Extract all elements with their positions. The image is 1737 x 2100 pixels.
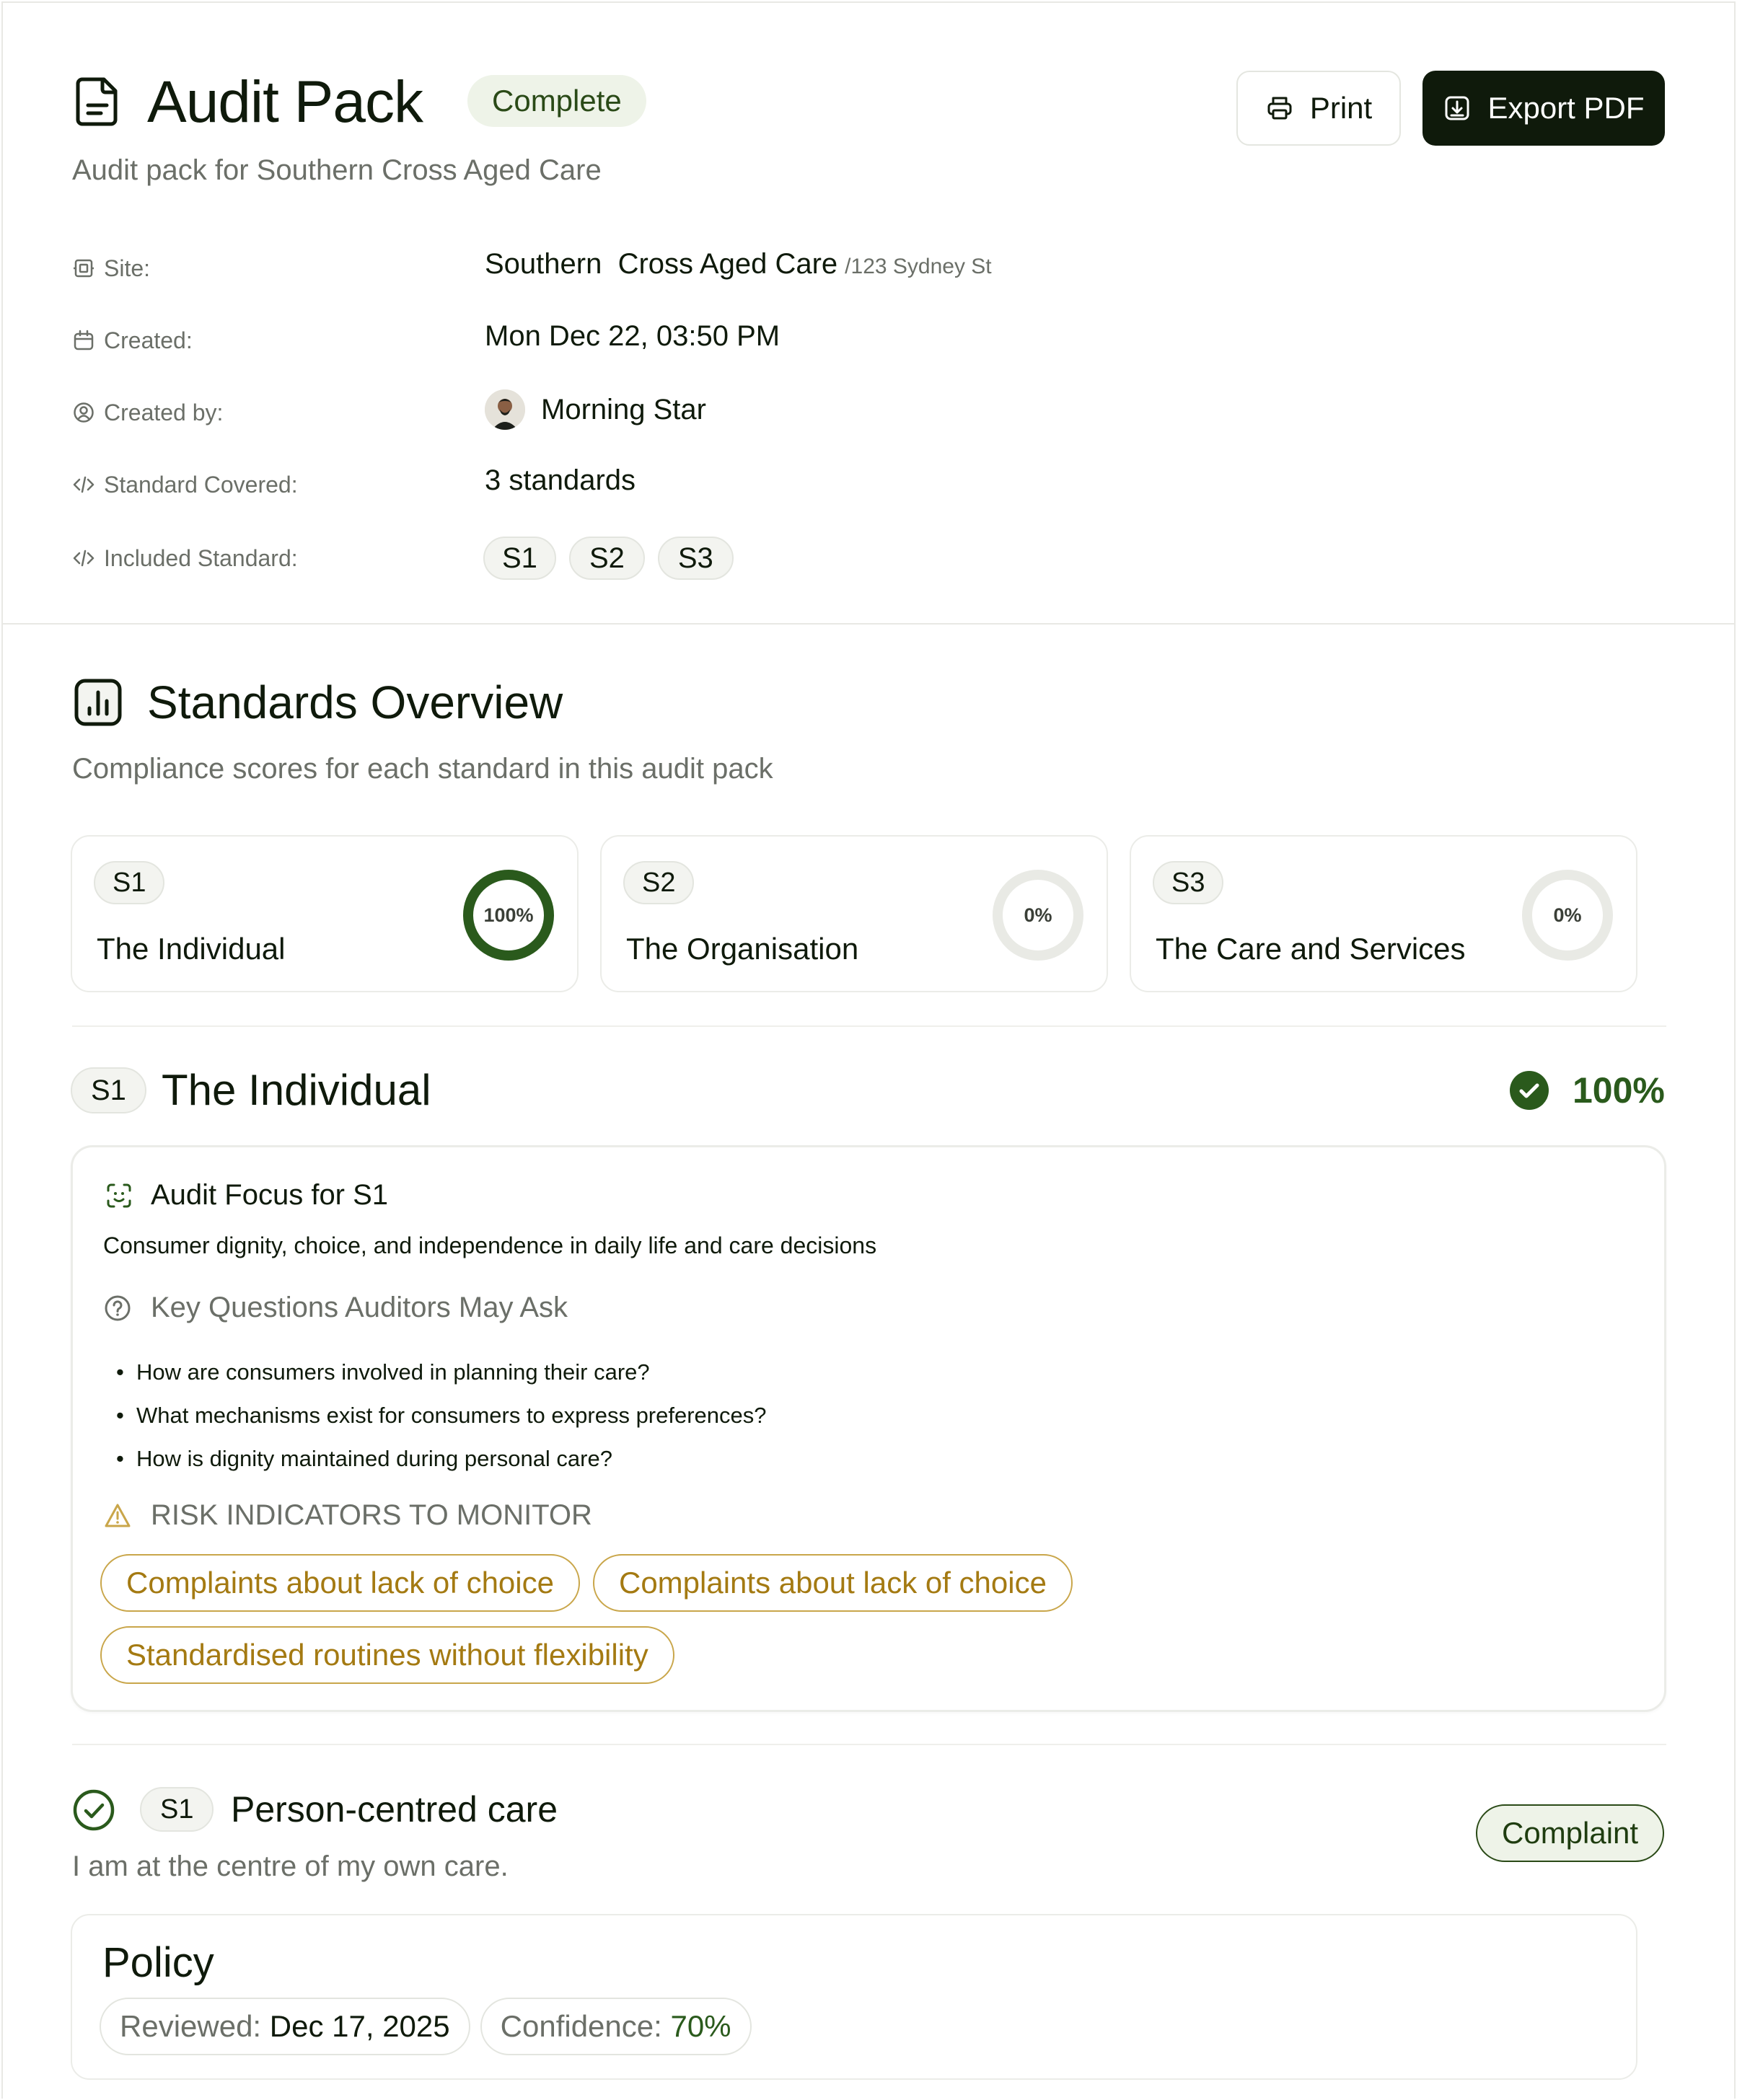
created-value: Mon Dec 22, 03:50 PM (485, 320, 780, 352)
standard-code-chip: S1 (71, 1067, 146, 1113)
included-standard-label-text: Included Standard: (104, 544, 298, 571)
risk-indicators-heading (103, 1499, 592, 1532)
section-divider (72, 1025, 1666, 1027)
audit-focus-heading (105, 1179, 388, 1212)
risk-pill: Standardised routines without flexibility (100, 1626, 674, 1684)
standard-covered-label (72, 469, 298, 500)
created-label-text: Created: (104, 327, 193, 353)
policy-tags (100, 1998, 752, 2055)
warning-triangle-icon (103, 1501, 132, 1530)
list-item: • What mechanisms exist for consumers to express preferences? (116, 1394, 767, 1437)
score-label: 0% (1553, 904, 1582, 926)
created-label (72, 325, 193, 356)
standard-code-chip: S3 (1153, 861, 1223, 904)
download-file-icon (1443, 94, 1472, 123)
score-label: 0% (1024, 904, 1052, 926)
standard-card-s1[interactable] (71, 835, 579, 992)
section-divider (1, 623, 1736, 625)
standard-card-s3[interactable] (1130, 835, 1637, 992)
focus-icon (105, 1181, 133, 1210)
print-label: Print (1309, 91, 1373, 125)
standard-name: The Care and Services (1156, 932, 1466, 966)
standard-title: The Individual (162, 1066, 431, 1114)
audit-focus-description: Consumer dignity, choice, and independence in daily life and care decisions (103, 1232, 877, 1258)
calendar-icon (72, 329, 95, 352)
policy-title: Policy (102, 1939, 214, 1986)
check-circle-icon (1509, 1070, 1549, 1111)
key-questions-title: Key Questions Auditors May Ask (151, 1292, 568, 1323)
requirement-description: I am at the centre of my own care. (72, 1850, 509, 1882)
site-label (72, 252, 150, 284)
risk-indicators-list (100, 1554, 1110, 1698)
site-value (485, 248, 992, 281)
export-pdf-button[interactable] (1422, 71, 1665, 146)
list-item: • How is dignity maintained during personal care? (116, 1437, 767, 1481)
risk-pill: Complaints about lack of choice (593, 1554, 1073, 1612)
page-frame (1, 1, 1736, 2099)
standard-chip[interactable]: S1 (483, 537, 556, 580)
print-button[interactable] (1236, 71, 1401, 146)
standard-covered-value: 3 standards (485, 464, 636, 496)
questions-list (116, 1351, 767, 1481)
confidence-value: 70% (670, 2009, 731, 2043)
overview-title: Standards Overview (147, 676, 563, 728)
created-by-value (485, 389, 706, 430)
risk-indicators-title: RISK INDICATORS TO MONITOR (151, 1499, 592, 1531)
created-by-label-text: Created by: (104, 399, 224, 425)
confidence-label: Confidence: (500, 2009, 662, 2043)
created-by-name: Morning Star (541, 393, 706, 425)
key-questions-heading (103, 1292, 568, 1324)
requirement-title: Person-centred care (231, 1789, 558, 1830)
included-standards (483, 537, 744, 580)
page-subtitle: Audit pack for Southern Cross Aged Care (72, 154, 602, 186)
code-icon (72, 547, 95, 570)
site-address: /123 Sydney St (845, 255, 992, 278)
complaint-tag[interactable]: Complaint (1476, 1804, 1664, 1862)
page-title: Audit Pack (147, 69, 423, 135)
export-label: Export PDF (1487, 91, 1645, 125)
standard-score: 100% (1573, 1070, 1665, 1111)
standard-code-chip: S2 (623, 861, 694, 904)
avatar (485, 389, 525, 430)
printer-icon (1265, 94, 1294, 123)
reviewed-value: Dec 17, 2025 (269, 2009, 450, 2043)
standard-code-chip: S1 (94, 861, 164, 904)
score-label: 100% (483, 904, 534, 926)
standard-card-s2[interactable] (600, 835, 1108, 992)
question-circle-icon (103, 1294, 132, 1323)
standard-code-chip: S1 (140, 1787, 214, 1832)
site-icon (72, 257, 95, 280)
list-item: • How are consumers involved in planning their care? (116, 1351, 767, 1394)
reviewed-tag (100, 1998, 470, 2055)
standard-covered-label-text: Standard Covered: (104, 471, 298, 498)
site-name: Southern Cross Aged Care (485, 248, 838, 280)
overview-subtitle: Compliance scores for each standard in this audit pack (72, 753, 773, 785)
user-circle-icon (72, 401, 95, 424)
policy-card[interactable] (71, 1914, 1637, 2080)
standard-name: The Individual (97, 932, 286, 966)
code-icon (72, 473, 95, 496)
confidence-tag (480, 1998, 752, 2055)
status-badge: Complete (467, 75, 646, 127)
standard-chip[interactable]: S2 (569, 537, 645, 580)
standard-name: The Organisation (626, 932, 859, 966)
section-divider (72, 1744, 1666, 1745)
check-circle-outline-icon (72, 1788, 115, 1832)
standard-chip[interactable]: S3 (658, 537, 734, 580)
risk-pill: Complaints about lack of choice (100, 1554, 580, 1612)
site-label-text: Site: (104, 255, 151, 281)
bar-chart-icon (74, 678, 123, 727)
included-standard-label (72, 542, 298, 574)
document-icon (75, 75, 121, 127)
audit-focus-panel (71, 1145, 1666, 1712)
audit-focus-title: Audit Focus for S1 (151, 1179, 389, 1211)
created-by-label (72, 397, 223, 428)
reviewed-label: Reviewed: (120, 2009, 262, 2043)
